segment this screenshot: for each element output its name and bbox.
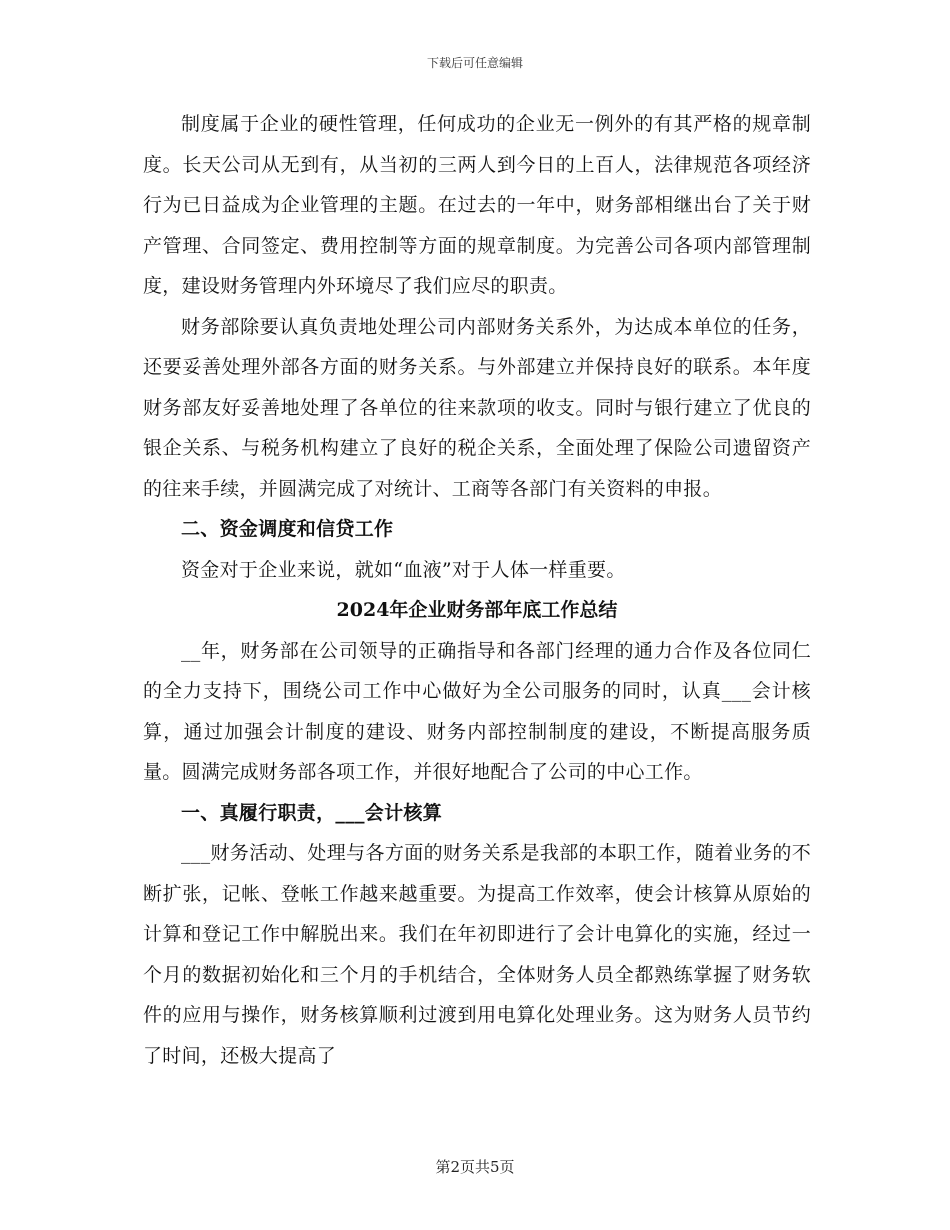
section-heading-funds: 二、资金调度和信贷工作 [181,518,394,540]
page-number: 第2页共5页 [435,1158,515,1176]
section-heading-duties: 一、真履行职责，___会计核算 [181,801,443,824]
header-note: 下载后可任意编辑 [426,56,523,70]
paragraph-accounting: ___财务活动、处理与各方面的财务关系是我部的本职工作，随着业务的不断扩张，记帐、登帐工作越来越重要。为提高工作效率，使会计核算从原始的计算和登记工作中解脱出来。我们在年初即进行了会计电算化的实施，经过一个月的数据初始化和三个月的手机结合，全体财务人员全都熟练掌握了财务软件的应用与操作，财务核算顺利过渡到用电算化处理业务。这为财务人员节约了时间，还极大提高了 [143,842,811,1067]
paragraph-external-relations: 财务部除要认真负责地处理公司内部财务关系外，为达成本单位的任务，还要妥善处理外部各方面的财务关系。与外部建立并保持良好的联系。本年度财务部友好妥善地处理了各单位的往来款项的收支。同时与银行建立了优良的银企关系、与税务机构建立了良好的税企关系，全面处理了保险公司遗留资产的往来手续，并圆满完成了对统计、工商等各部门有关资料的申报。 [143,315,811,500]
document-body [143,104,811,1076]
paragraph-intro: __年，财务部在公司领导的正确指导和各部门经理的通力合作及各位同仁的全力支持下，围绕公司工作中心做好为全公司服务的同时，认真___会计核算，通过加强会计制度的建设、财务内部控制制度的建设，不断提高服务质量。圆满完成财务部各项工作，并很好地配合了公司的中心工作。 [143,639,811,783]
paragraph-regulations: 制度属于企业的硬性管理，任何成功的企业无一例外的有其严格的规章制度。长天公司从无到有，从当初的三两人到今日的上百人，法律规范各项经济行为已日益成为企业管理的主题。在过去的一年中，财务部相继出台了关于财产管理、合同签定、费用控制等方面的规章制度。为完善公司各项内部管理制度，建设财务管理内外环境尽了我们应尽的职责。 [143,113,811,297]
paragraph-funds: 资金对于企业来说，就如“血液”对于人体一样重要。 [181,558,626,581]
document-title: 2024年企业财务部年底工作总结 [336,599,618,621]
